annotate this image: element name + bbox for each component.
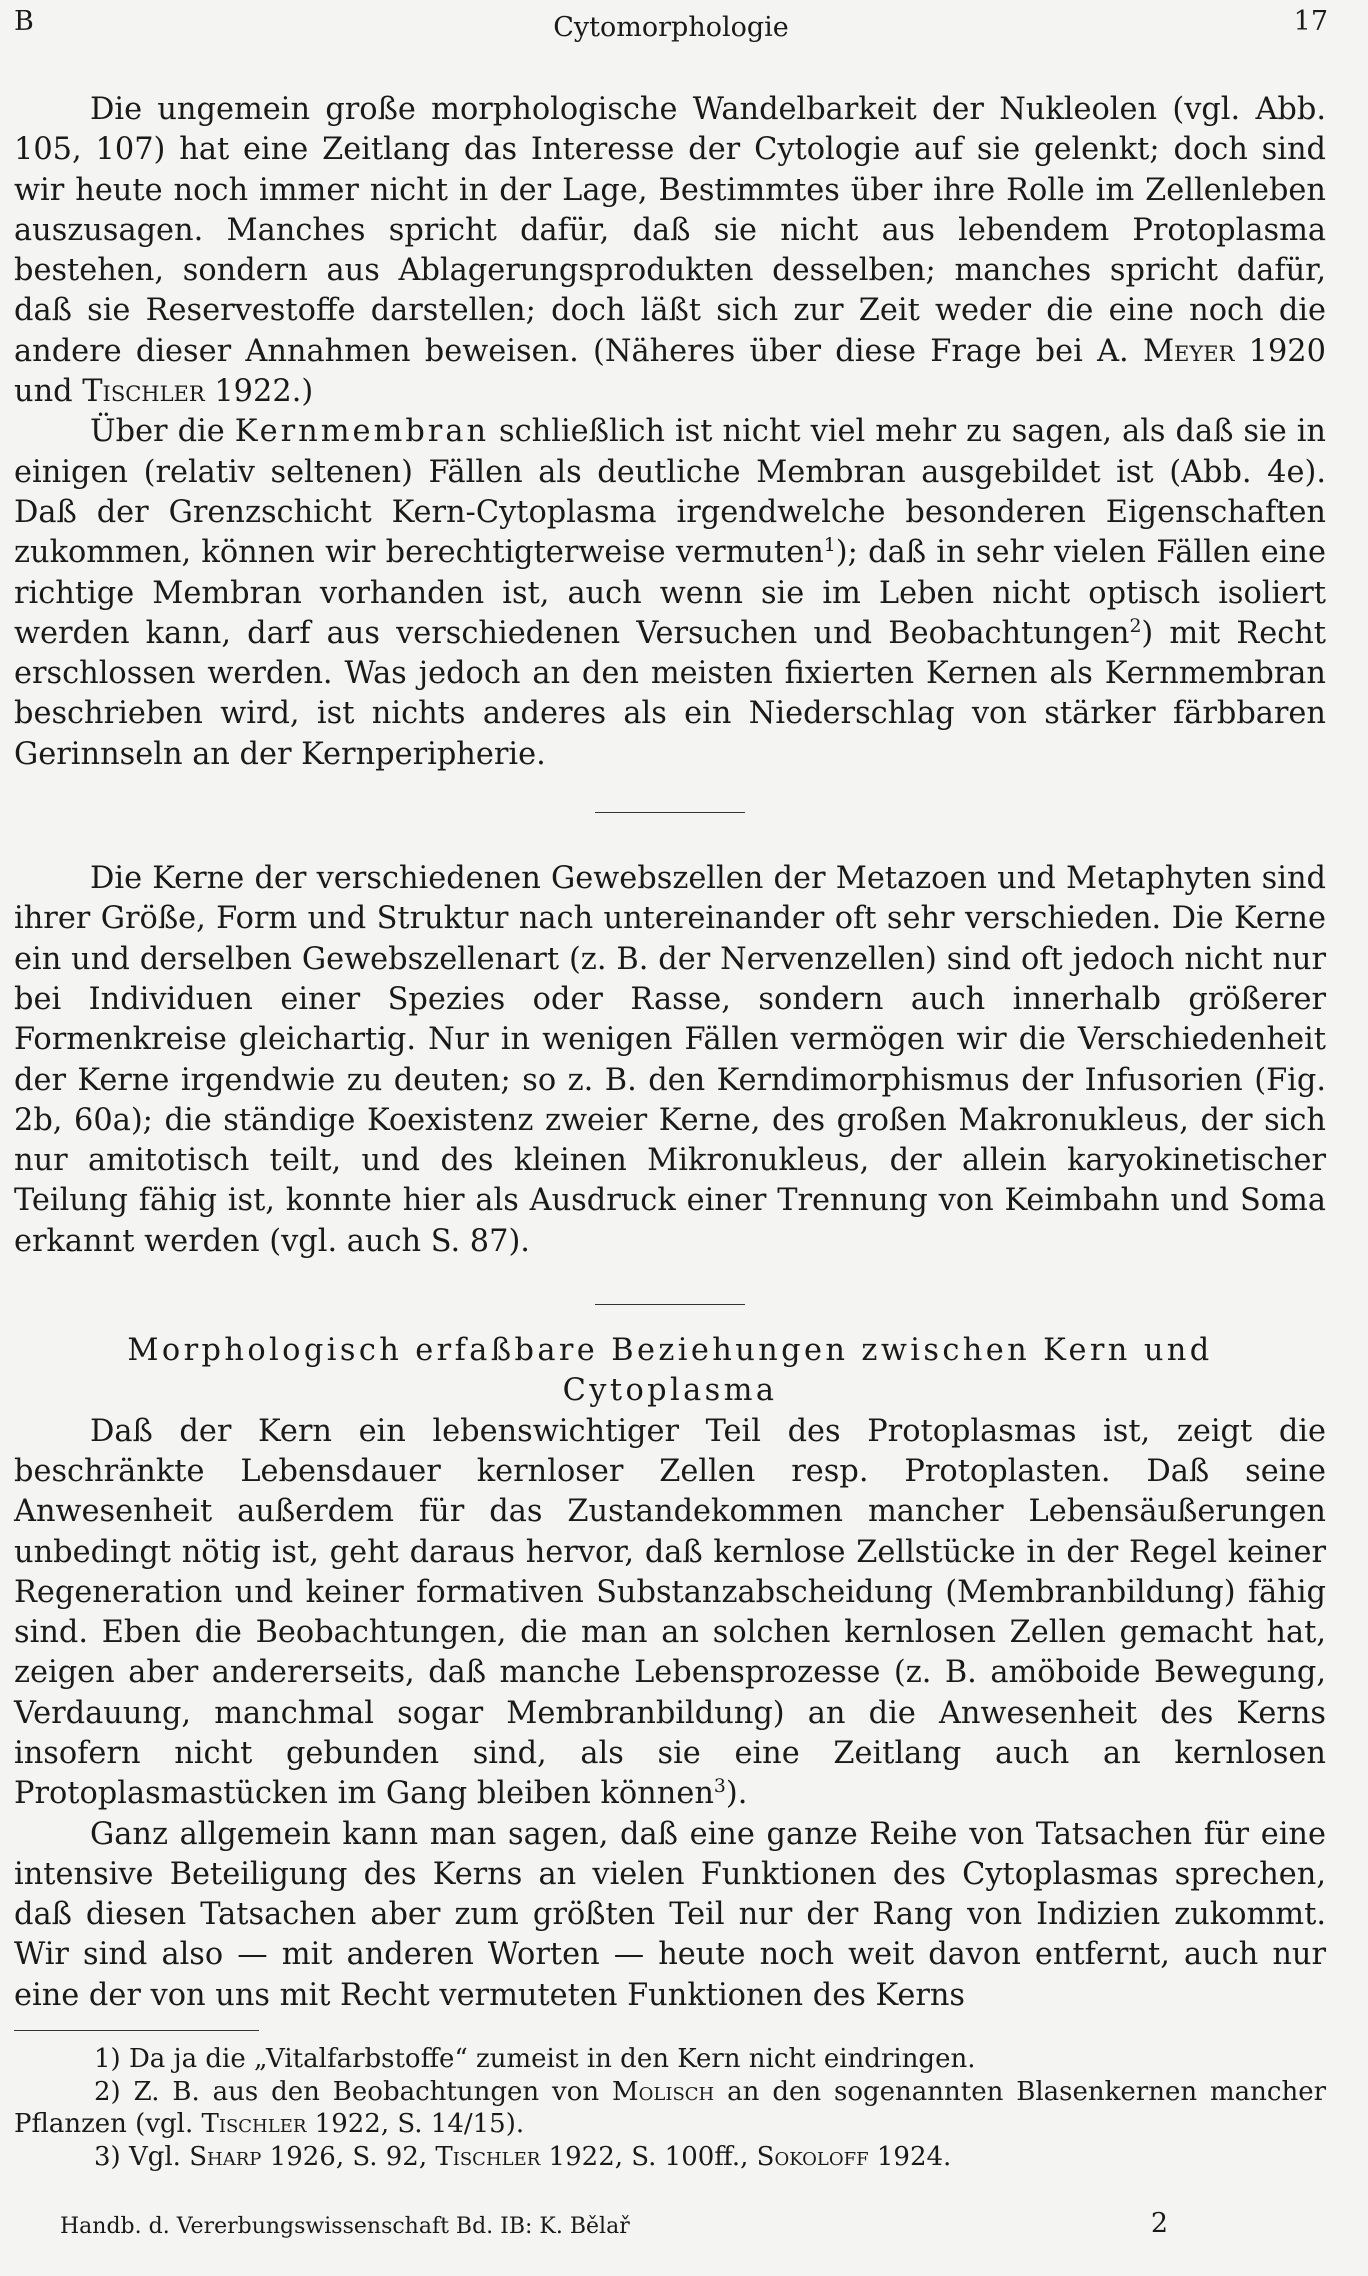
main-text	[14, 90, 1326, 2173]
printer-signature: 2	[1150, 2208, 1168, 2239]
heading-line: Cytoplasma	[562, 1373, 778, 1409]
spaced-term: Kernmembran	[234, 414, 490, 450]
paragraph-allgemein	[14, 1815, 1326, 2016]
footnote-marker[interactable]: 3	[713, 1776, 726, 1798]
paragraph-text: Über die	[90, 414, 235, 450]
author-name: Sokoloff	[756, 2141, 869, 2172]
footnotes	[14, 2043, 1326, 2173]
paragraph-text: 1920 und	[14, 333, 1326, 410]
footnote-text: 2) Z. B. aus den Beobachtungen von	[94, 2076, 613, 2107]
footnote-text: 1922, S. 100ff.,	[540, 2141, 757, 2172]
author-name: Molisch	[612, 2076, 715, 2107]
paragraph-text: ).	[725, 1776, 748, 1812]
paragraph-kernmembran	[14, 412, 1326, 775]
footnote-divider	[14, 2030, 259, 2031]
footer-source: Handb. d. Vererbungswissenschaft Bd. IB: K. Bělař	[60, 2214, 630, 2239]
footnote-3	[14, 2141, 1326, 2174]
paragraph-lebenswichtig	[14, 1412, 1326, 1815]
footnote-2	[14, 2076, 1326, 2141]
paragraph-text: Daß der Kern ein lebenswichtiger Teil des Protoplasmas ist, zeigt die beschränkte Lebensdauer kernloser Zellen resp. Protoplasten. Daß seine Anwesenheit außerdem für das Zustandekommen mancher Lebensäußerungen unbedingt nötig ist, geht daraus hervor, daß kernlose Zellstücke in der Regel keiner Regeneration und keiner formativen Substanzabscheidung (Membranbildung) fähig sind. Eben die Beobachtungen, die man an solchen kernlosen Zellen gemacht hat, zeigen aber andererseits, daß manche Lebensprozesse (z. B. amöboide Bewegung, Verdauung, manchmal sogar Membranbildung) an die Anwesenheit des Kerns insofern nicht gebunden sind, als sie eine Zeitlang auch an kernlosen Protoplasmastücken im Gang bleiben können	[14, 1413, 1326, 1812]
section-divider	[595, 812, 745, 813]
running-header	[14, 6, 1328, 50]
paragraph-text: ) mit Recht erschlossen werden. Was jedoch an den meisten fixierten Kernen als Kernmembran beschrieben wird, ist nichts anderes als ein Niederschlag von stärker färbbaren Gerinnseln an der Kernperipherie.	[14, 615, 1326, 772]
author-name: Meyer	[1142, 333, 1235, 369]
author-name: Tischler	[82, 374, 205, 410]
page-number: 17	[1293, 6, 1328, 37]
section-divider	[595, 1304, 745, 1305]
footnote-text: 1924.	[868, 2141, 952, 2172]
paragraph-text: Die ungemein große morphologische Wandelbarkeit der Nukleolen (vgl. Abb. 105, 107) hat eine Zeitlang das Interesse der Cytologie auf sie gelenkt; doch sind wir heute noch immer nicht in der Lage, Bestimmtes über ihre Rolle im Zellenleben auszusagen. Manches spricht dafür, daß sie nicht aus lebendem Protoplasma bestehen, sondern aus Ablagerungsprodukten desselben; manches spricht dafür, daß sie Reservestoffe darstellen; doch läßt sich zur Zeit weder die eine noch die andere dieser Annahmen beweisen. (Näheres über diese Frage bei A.	[14, 92, 1326, 369]
heading-line: Morphologisch erfaßbare Beziehungen zwischen Kern und	[127, 1333, 1213, 1369]
footnote-text: an den sogenannten Blasenkernen mancher Pflanzen (vgl.	[14, 2076, 1327, 2140]
section-letter: B	[14, 6, 34, 37]
footnote-1: 1) Da ja die „Vitalfarbstoffe“ zumeist in den Kern nicht eindringen.	[94, 2044, 976, 2075]
author-name: Sharp	[189, 2141, 262, 2172]
paragraph-text: Ganz allgemein kann man sagen, daß eine ganze Reihe von Tatsachen für eine intensive Beteiligung des Kerns an vielen Funktionen des Cytoplasmas sprechen, daß diesen Tatsachen aber zum größten Teil nur der Rang von Indizien zukommt. Wir sind also — mit anderen Worten — heute noch weit davon entfernt, auch nur eine der von uns mit Recht vermuteten Funktionen des Kerns	[14, 1816, 1326, 2013]
paragraph-text: Die Kerne der verschiedenen Gewebszellen der Metazoen und Metaphyten sind ihrer Größe, Form und Struktur nach untereinander oft sehr verschieden. Die Kerne ein und derselben Gewebszellenart (z. B. der Nervenzellen) sind oft jedoch nicht nur bei Individuen einer Spezies oder Rasse, sondern auch innerhalb größerer Formenkreise gleichartig. Nur in wenigen Fällen vermögen wir die Verschiedenheit der Kerne irgendwie zu deuten; so z. B. den Kerndimorphismus der Infusorien (Fig. 2b, 60a); die ständige Koexistenz zweier Kerne, des großen Makronukleus, der sich nur amitotisch teilt, und des kleinen Mikronukleus, der allein karyokinetischer Teilung fähig ist, konnte hier als Ausdruck einer Trennung von Keimbahn und Soma erkannt werden (vgl. auch S. 87).	[14, 861, 1326, 1259]
footnote-text: 1922, S. 14/15).	[306, 2109, 525, 2140]
paragraph-text: ); daß in sehr vielen Fällen eine richtige Membran vorhanden ist, auch wenn sie im Leben nicht optisch isoliert werden kann, darf aus verschiedenen Versuchen und Beobachtungen	[14, 535, 1326, 651]
footnote-marker[interactable]: 2	[1129, 615, 1142, 637]
section-heading	[14, 1331, 1326, 1412]
paragraph-kerne	[14, 859, 1326, 1262]
paragraph-nucleoli	[14, 90, 1326, 412]
paragraph-text: schließlich ist nicht viel mehr zu sagen, als daß sie in einigen (relativ seltenen) Fällen als deutliche Membran ausgebildet ist (Abb. 4e). Daß der Grenzschicht Kern-Cytoplasma irgendwelche besonderen Eigenschaften zukommen, können wir berechtigterweise vermuten	[14, 414, 1326, 571]
footnote-marker[interactable]: 1	[823, 535, 836, 557]
paragraph-text: 1922.)	[204, 374, 314, 410]
author-name: Tischler	[201, 2109, 307, 2140]
author-name: Tischler	[435, 2141, 541, 2172]
running-title: Cytomorphologie	[553, 12, 789, 43]
footnote-text: 1926, S. 92,	[261, 2141, 436, 2172]
footnote-text: 3) Vgl.	[94, 2141, 190, 2172]
